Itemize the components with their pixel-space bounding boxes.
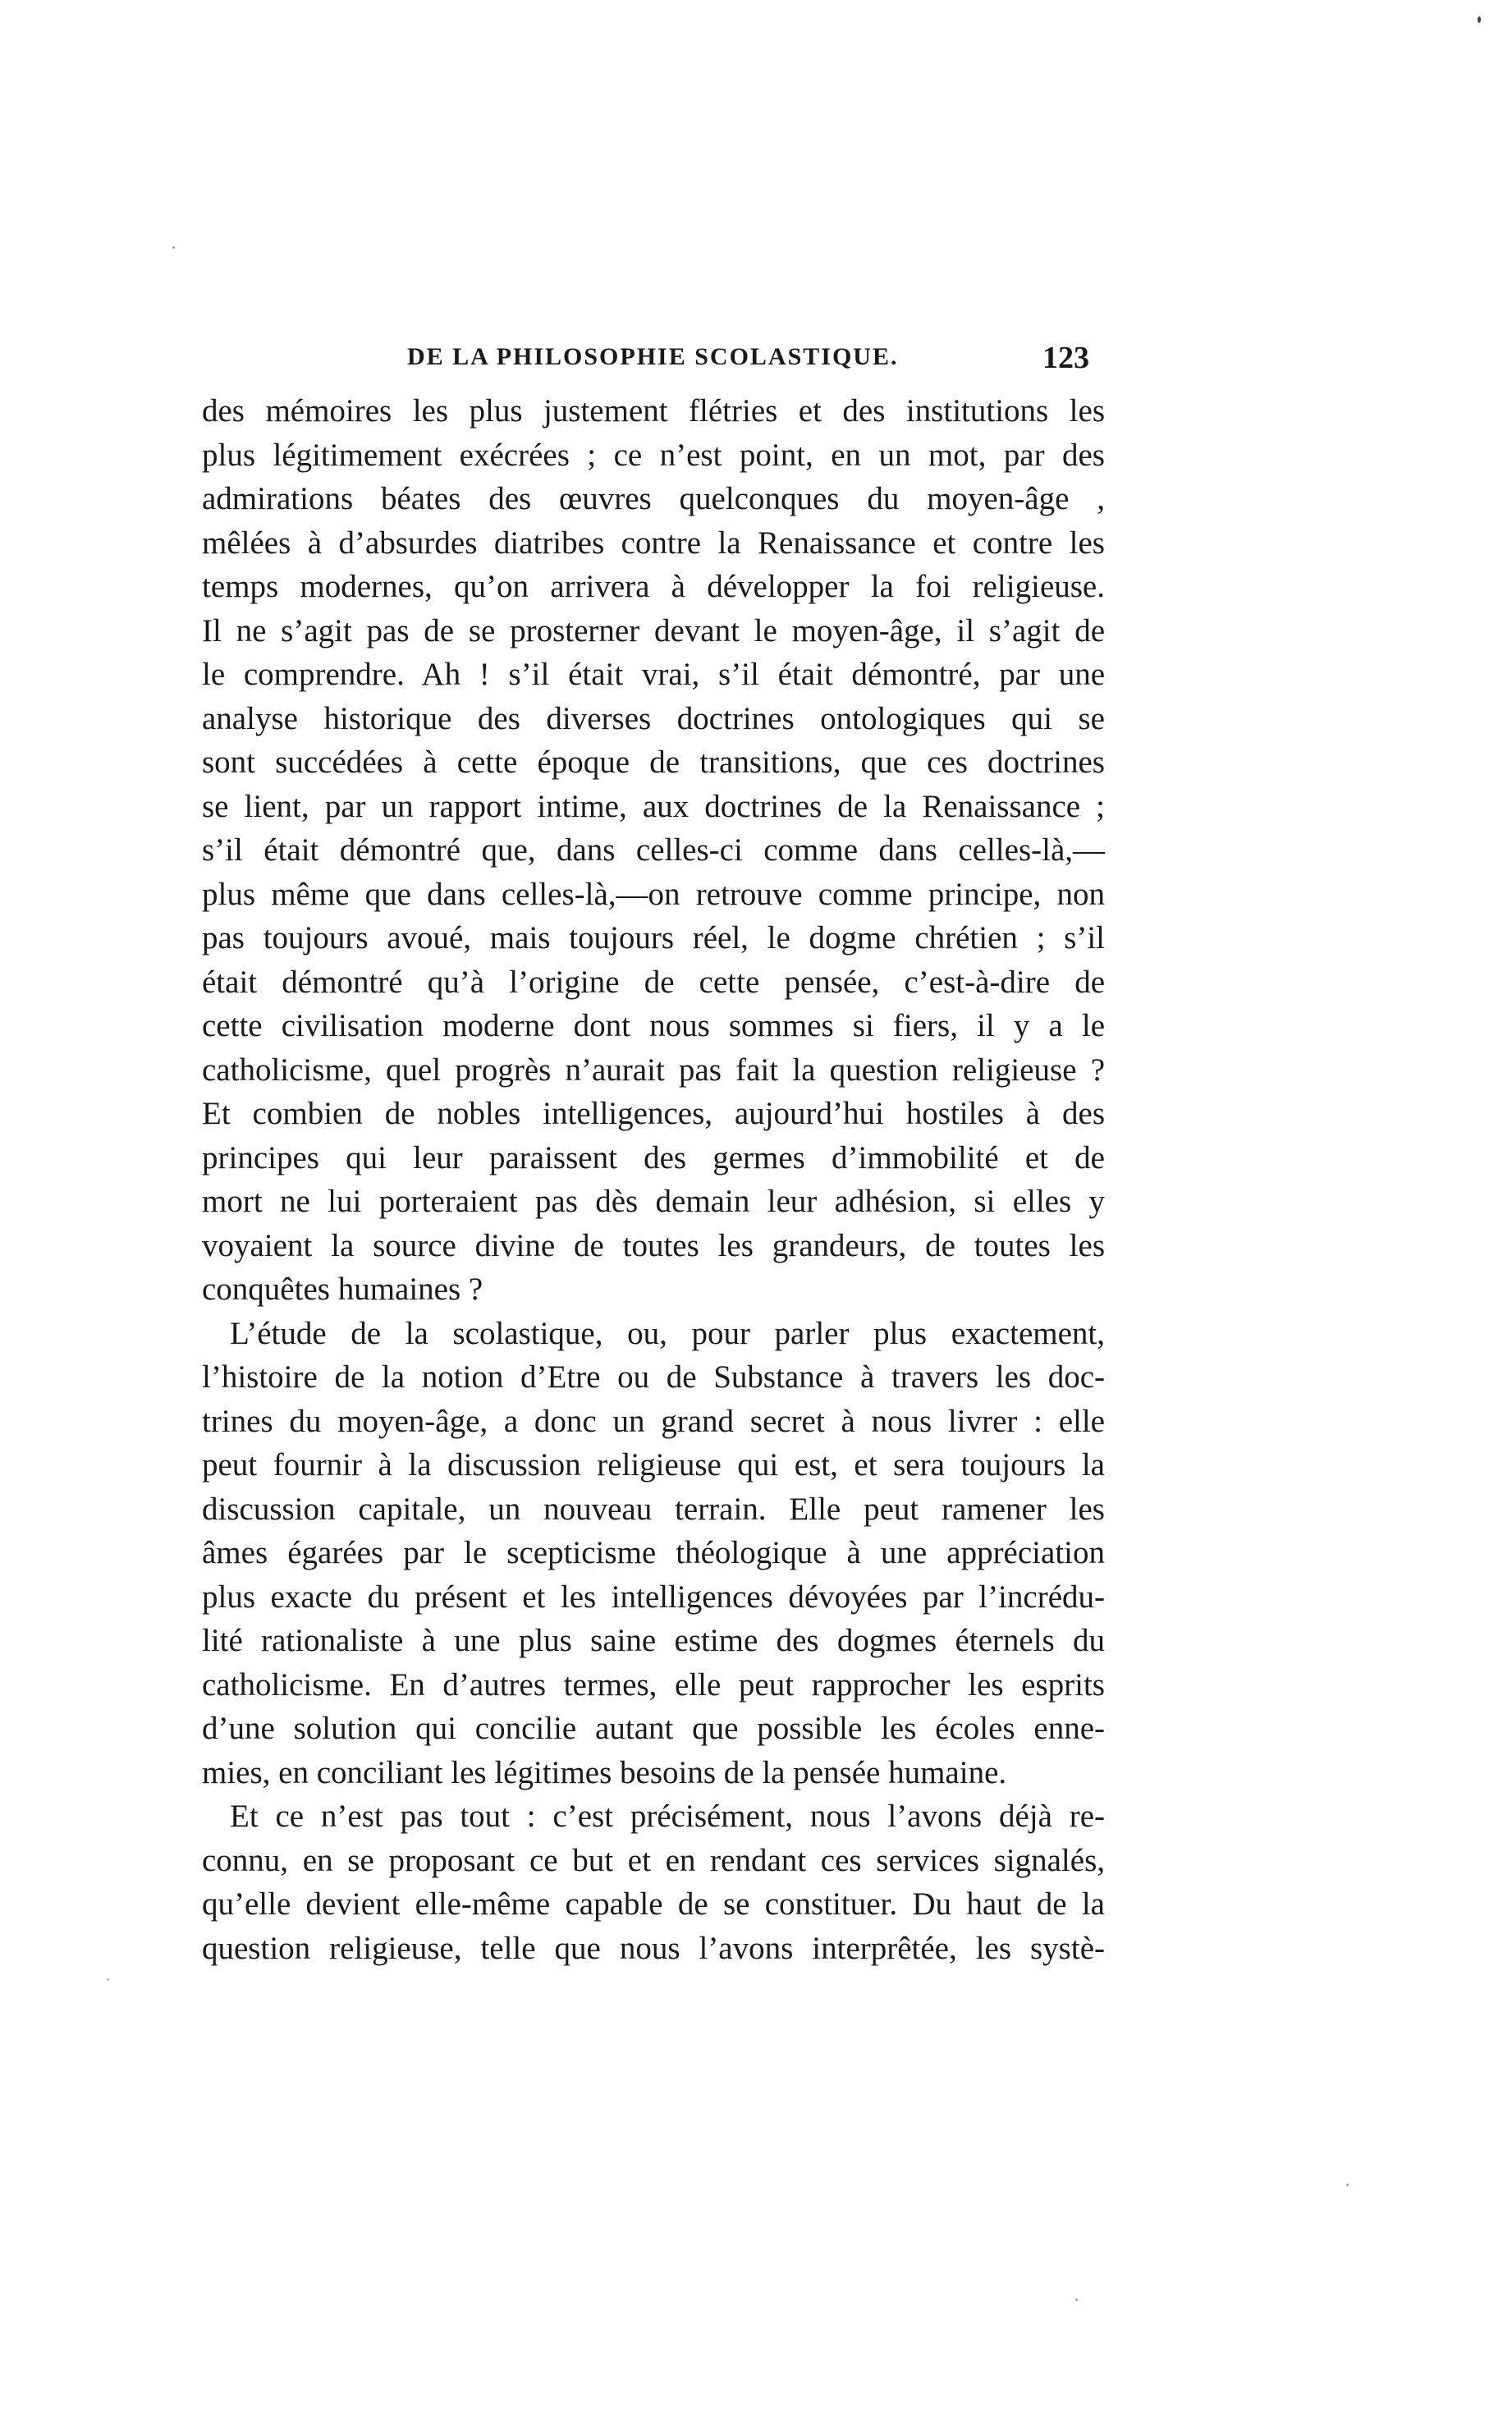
text-line: lité rationaliste à une plus saine estime des dogmes éternels du bbox=[202, 1623, 1105, 1658]
text-line: catholicisme, quel progrès n’aurait pas fait la question religieuse ? bbox=[202, 1052, 1105, 1088]
text-line: Et combien de nobles intelligences, aujourd’hui hostiles à des bbox=[202, 1096, 1105, 1131]
text-line: plus exacte du présent et les intelligences dévoyées par l’incrédu- bbox=[202, 1579, 1105, 1615]
text-line: conquêtes humaines ? bbox=[202, 1272, 483, 1307]
text-line: connu, en se proposant ce but et en rendant ces services signalés, bbox=[202, 1842, 1105, 1878]
text-line: se lient, par un rapport intime, aux doctrines de la Renaissance ; bbox=[202, 788, 1105, 824]
text-line: peut fournir à la discussion religieuse qui est, et sera toujours la bbox=[202, 1447, 1105, 1483]
text-line: s’il était démontré que, dans celles-ci comme dans celles-là,— bbox=[202, 832, 1105, 868]
text-line: plus légitimement exécrées ; ce n’est point, en un mot, par des bbox=[202, 437, 1105, 473]
text-line: le comprendre. Ah ! s’il était vrai, s’il était démontré, par une bbox=[202, 657, 1105, 692]
body-text bbox=[202, 389, 1105, 1970]
text-line: des mémoires les plus justement flétries et des institutions les bbox=[202, 393, 1105, 429]
text-line: Et ce n’est pas tout : c’est précisément, nous l’avons déjà re- bbox=[230, 1799, 1105, 1834]
page-header bbox=[202, 340, 1105, 381]
text-line: admirations béates des œuvres quelconques du moyen-âge , bbox=[202, 481, 1105, 516]
text-line: catholicisme. En d’autres termes, elle peut rapprocher les esprits bbox=[202, 1666, 1105, 1703]
text-line: L’étude de la scolastique, ou, pour parler plus exactement, bbox=[230, 1315, 1105, 1351]
text-line: question religieuse, telle que nous l’avons interprêtée, les systè- bbox=[202, 1930, 1105, 1966]
text-line: d’une solution qui concilie autant que possible les écoles enne- bbox=[202, 1711, 1105, 1746]
text-line: mies, en conciliant les légitimes besoins de la pensée humaine. bbox=[202, 1754, 1007, 1790]
text-line: pas toujours avoué, mais toujours réel, le dogme chrétien ; s’il bbox=[202, 920, 1105, 956]
text-line: sont succédées à cette époque de transitions, que ces doctrines bbox=[202, 745, 1105, 780]
text-line: cette civilisation moderne dont nous sommes si fiers, il y a le bbox=[202, 1008, 1105, 1043]
text-line: âmes égarées par le scepticisme théologique à une appréciation bbox=[202, 1535, 1105, 1570]
text-line: l’histoire de la notion d’Etre ou de Substance à travers les doc- bbox=[202, 1359, 1105, 1395]
text-line: temps modernes, qu’on arrivera à développer la foi religieuse. bbox=[202, 569, 1105, 604]
text-line: voyaient la source divine de toutes les grandeurs, de toutes les bbox=[202, 1227, 1105, 1263]
paper-speck bbox=[1346, 2184, 1349, 2186]
paper-speck bbox=[1478, 16, 1481, 23]
paper-speck bbox=[107, 1978, 109, 1981]
text-line: qu’elle devient elle-même capable de se constituer. Du haut de la bbox=[202, 1886, 1105, 1922]
running-head: DE LA PHILOSOPHIE SCOLASTIQUE. bbox=[407, 343, 899, 370]
text-line: mort ne lui porteraient pas dès demain leur adhésion, si elles y bbox=[202, 1184, 1105, 1219]
text-line: était démontré qu’à l’origine de cette pensée, c’est-à-dire de bbox=[202, 964, 1105, 1000]
paper-speck bbox=[172, 246, 175, 249]
text-line: Il ne s’agit pas de se prosterner devant le moyen-âge, il s’agit de bbox=[202, 612, 1105, 648]
text-line: plus même que dans celles-là,—on retrouve comme principe, non bbox=[202, 876, 1105, 912]
text-line: principes qui leur paraissent des germes d’immobilité et de bbox=[202, 1139, 1105, 1176]
text-line: mêlées à d’absurdes diatribes contre la Renaissance et contre les bbox=[202, 525, 1105, 561]
text-line: discussion capitale, un nouveau terrain. Elle peut ramener les bbox=[202, 1491, 1105, 1527]
page-number: 123 bbox=[1042, 341, 1089, 375]
text-line: analyse historique des diverses doctrines ontologiques qui se bbox=[202, 700, 1105, 736]
text-line: trines du moyen-âge, a donc un grand secret à nous livrer : elle bbox=[202, 1403, 1105, 1439]
paper-speck bbox=[1075, 2298, 1078, 2301]
